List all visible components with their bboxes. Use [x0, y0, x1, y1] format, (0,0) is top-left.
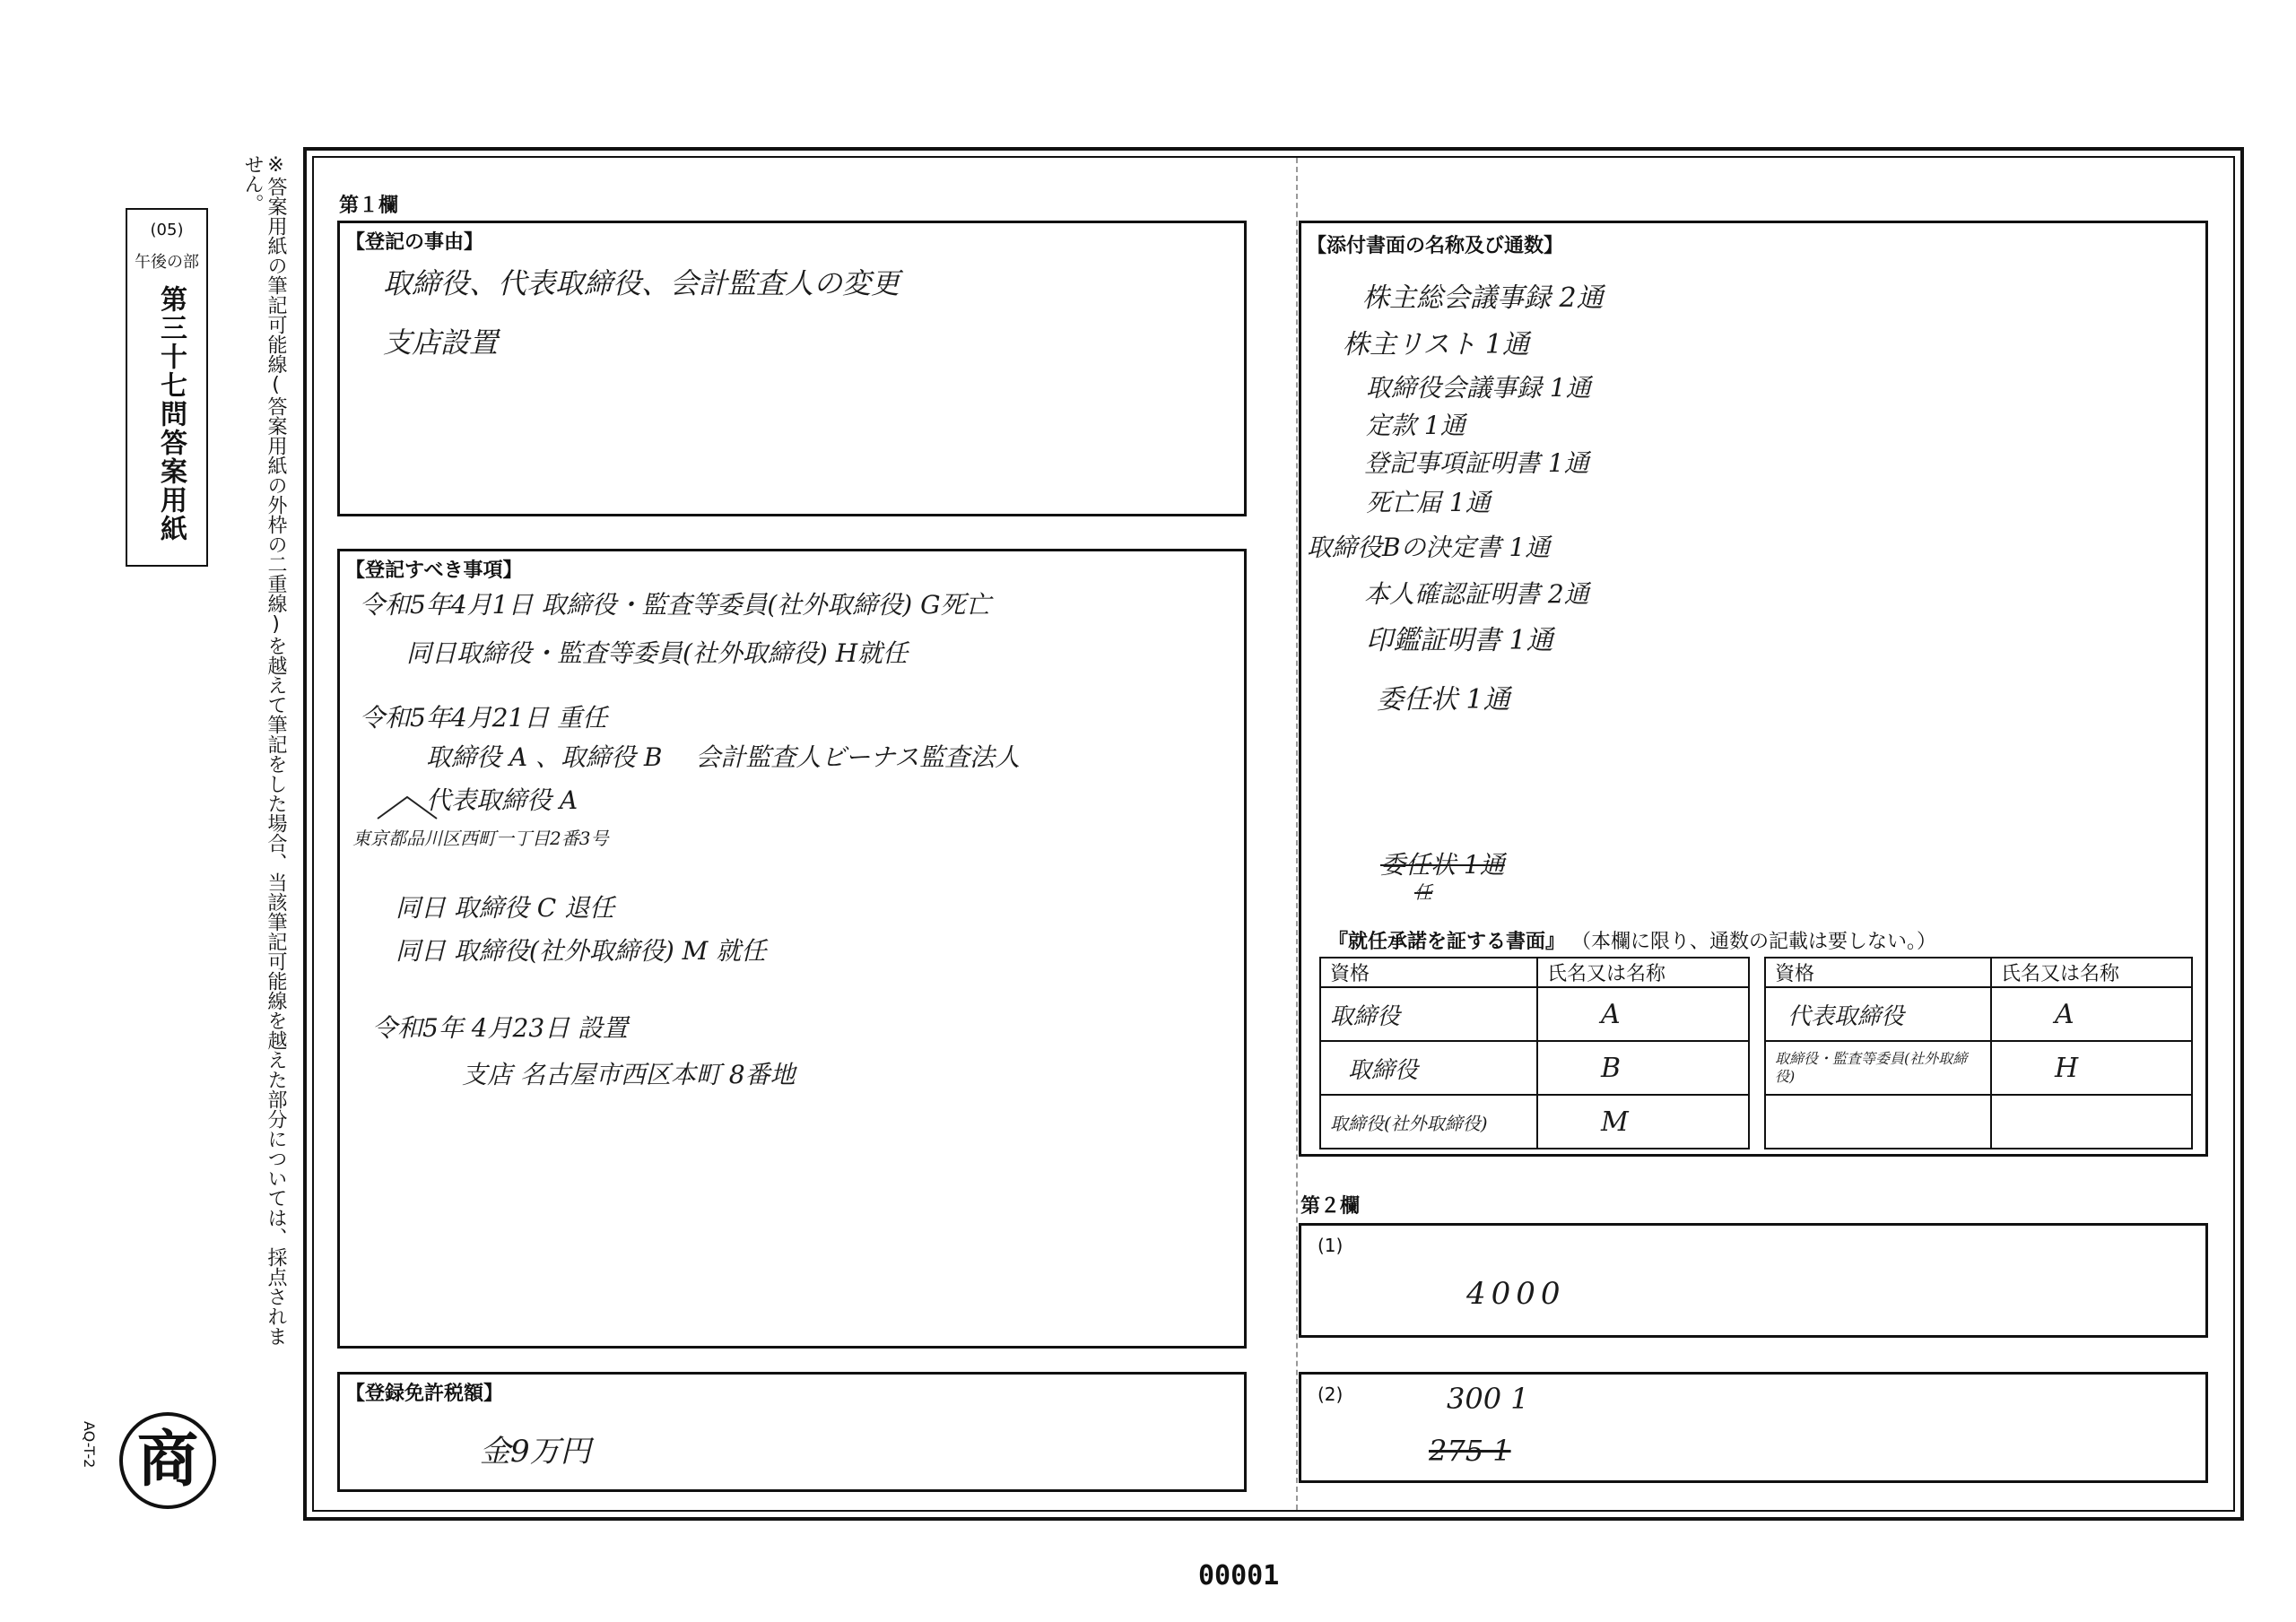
qualification-cell[interactable]: 代表取締役 [1765, 987, 1991, 1041]
name-cell[interactable]: B [1537, 1041, 1749, 1095]
center-divider [1296, 158, 1298, 1510]
matters-line[interactable]: 同日 取締役(社外取締役) M 就任 [396, 936, 767, 966]
col-name: 氏名又は名称 [1991, 958, 2192, 987]
matters-line[interactable]: 支店 名古屋市西区本町 8番地 [462, 1060, 796, 1089]
answer-1-label: (1) [1318, 1235, 1344, 1256]
session-label: 午後の部 [135, 253, 199, 272]
matters-line[interactable]: 代表取締役 A [426, 785, 578, 815]
attachment-line-struck-note: 任 [1414, 881, 1432, 903]
matters-line[interactable]: 令和5年 4月23日 設置 [372, 1013, 629, 1043]
attachments-box [1299, 221, 2208, 1157]
answer-2-struck-value[interactable]: 275 1 [1429, 1434, 1511, 1468]
page-number: 00001 [1198, 1560, 1280, 1592]
qualification-cell[interactable] [1765, 1095, 1991, 1149]
attachments-label: 【添付書面の名称及び通数】 [1307, 235, 1564, 257]
registration-matters-label: 【登記すべき事項】 [345, 559, 523, 582]
name-cell[interactable] [1991, 1095, 2192, 1149]
registration-reason-box [337, 221, 1247, 516]
attachment-line[interactable]: 取締役Bの決定書 1通 [1307, 533, 1551, 562]
matters-line[interactable]: 同日取締役・監査等委員(社外取締役) H就任 [406, 638, 909, 668]
question-number: (05) [150, 221, 184, 239]
attachment-line[interactable]: 委任状 1通 [1377, 684, 1510, 716]
acceptance-table-left [1319, 957, 1750, 1149]
attachment-line[interactable]: 株主総会議事録 2通 [1362, 282, 1604, 314]
section-1-title: 第１欄 [339, 195, 399, 217]
registration-tax-label: 【登録免許税額】 [345, 1383, 504, 1405]
sheet-title: 第三十七問答案用紙 [155, 285, 187, 543]
registration-reason-line-2[interactable]: 支店設置 [383, 325, 499, 360]
matters-line[interactable]: 令和5年4月1日 取締役・監査等委員(社外取締役) G死亡 [360, 590, 991, 620]
attachment-line[interactable]: 取締役会議事録 1通 [1366, 373, 1591, 403]
qualification-cell[interactable]: 取締役 [1320, 987, 1537, 1041]
answer-sheet-header [126, 208, 208, 567]
name-cell[interactable]: A [1537, 987, 1749, 1041]
qualification-cell[interactable]: 取締役・監査等委員(社外取締役) [1765, 1041, 1991, 1095]
qualification-cell[interactable]: 取締役(社外取締役) [1320, 1095, 1537, 1149]
seal-character: 商 [136, 1425, 198, 1496]
answer-1-box [1299, 1223, 2208, 1338]
attachment-line-struck[interactable]: 委任状 1通 [1380, 850, 1505, 880]
matters-line[interactable]: 令和5年4月21日 重任 [360, 703, 608, 733]
writing-line-notice: ※答案用紙の筆記可能線(答案用紙の外枠の二重線)を越えて筆記をした場合、当該筆記可能線を越えた部分については、採点されません。 [241, 154, 287, 1346]
name-cell[interactable]: H [1991, 1041, 2192, 1095]
commercial-seal [119, 1412, 216, 1509]
acceptance-title: 『就任承諾を証する書面』 [1328, 931, 1566, 953]
col-qualification: 資格 [1765, 958, 1991, 987]
acceptance-table-right [1764, 957, 2193, 1149]
table-row [1320, 1041, 1749, 1095]
col-name: 氏名又は名称 [1537, 958, 1749, 987]
table-row [1765, 1095, 2192, 1149]
answer-2-value[interactable]: 300 1 [1447, 1382, 1529, 1416]
matters-line[interactable]: 取締役 A 、取締役 B 会計監査人ビーナス監査法人 [426, 742, 1021, 772]
answer-1-value[interactable]: 4000 [1466, 1276, 1566, 1312]
attachment-line[interactable]: 死亡届 1通 [1366, 488, 1491, 517]
section-2-title: 第２欄 [1300, 1195, 1361, 1218]
acceptance-label [1328, 926, 1936, 954]
registration-reason-line-1[interactable]: 取締役、代表取締役、会計監査人の変更 [383, 266, 900, 300]
acceptance-note: （本欄に限り、通数の記載は要しない。） [1571, 931, 1937, 953]
matters-line[interactable]: 同日 取締役 C 退任 [396, 893, 615, 923]
name-cell[interactable]: M [1537, 1095, 1749, 1149]
attachment-line[interactable]: 登記事項証明書 1通 [1364, 448, 1589, 478]
registration-tax-box [337, 1372, 1247, 1492]
registration-tax-value[interactable]: 金9万円 [480, 1434, 591, 1470]
matters-line[interactable]: 東京都品川区西町一丁目2番3号 [352, 828, 609, 849]
table-row [1765, 987, 2192, 1041]
qualification-cell[interactable]: 取締役 [1320, 1041, 1537, 1095]
attachment-line[interactable]: 本人確認証明書 2通 [1364, 579, 1589, 609]
attachment-line[interactable]: 定款 1通 [1366, 411, 1465, 440]
attachment-line[interactable]: 印鑑証明書 1通 [1366, 625, 1553, 656]
registration-reason-label: 【登記の事由】 [345, 231, 484, 254]
sheet-code: AQ-T-2 [81, 1421, 98, 1469]
table-row [1320, 987, 1749, 1041]
answer-2-box [1299, 1372, 2208, 1483]
table-row [1320, 1095, 1749, 1149]
table-row [1765, 1041, 2192, 1095]
answer-2-label: (2) [1318, 1383, 1344, 1405]
col-qualification: 資格 [1320, 958, 1537, 987]
attachment-line[interactable]: 株主リスト 1通 [1343, 329, 1530, 360]
name-cell[interactable]: A [1991, 987, 2192, 1041]
registration-matters-box [337, 549, 1247, 1349]
